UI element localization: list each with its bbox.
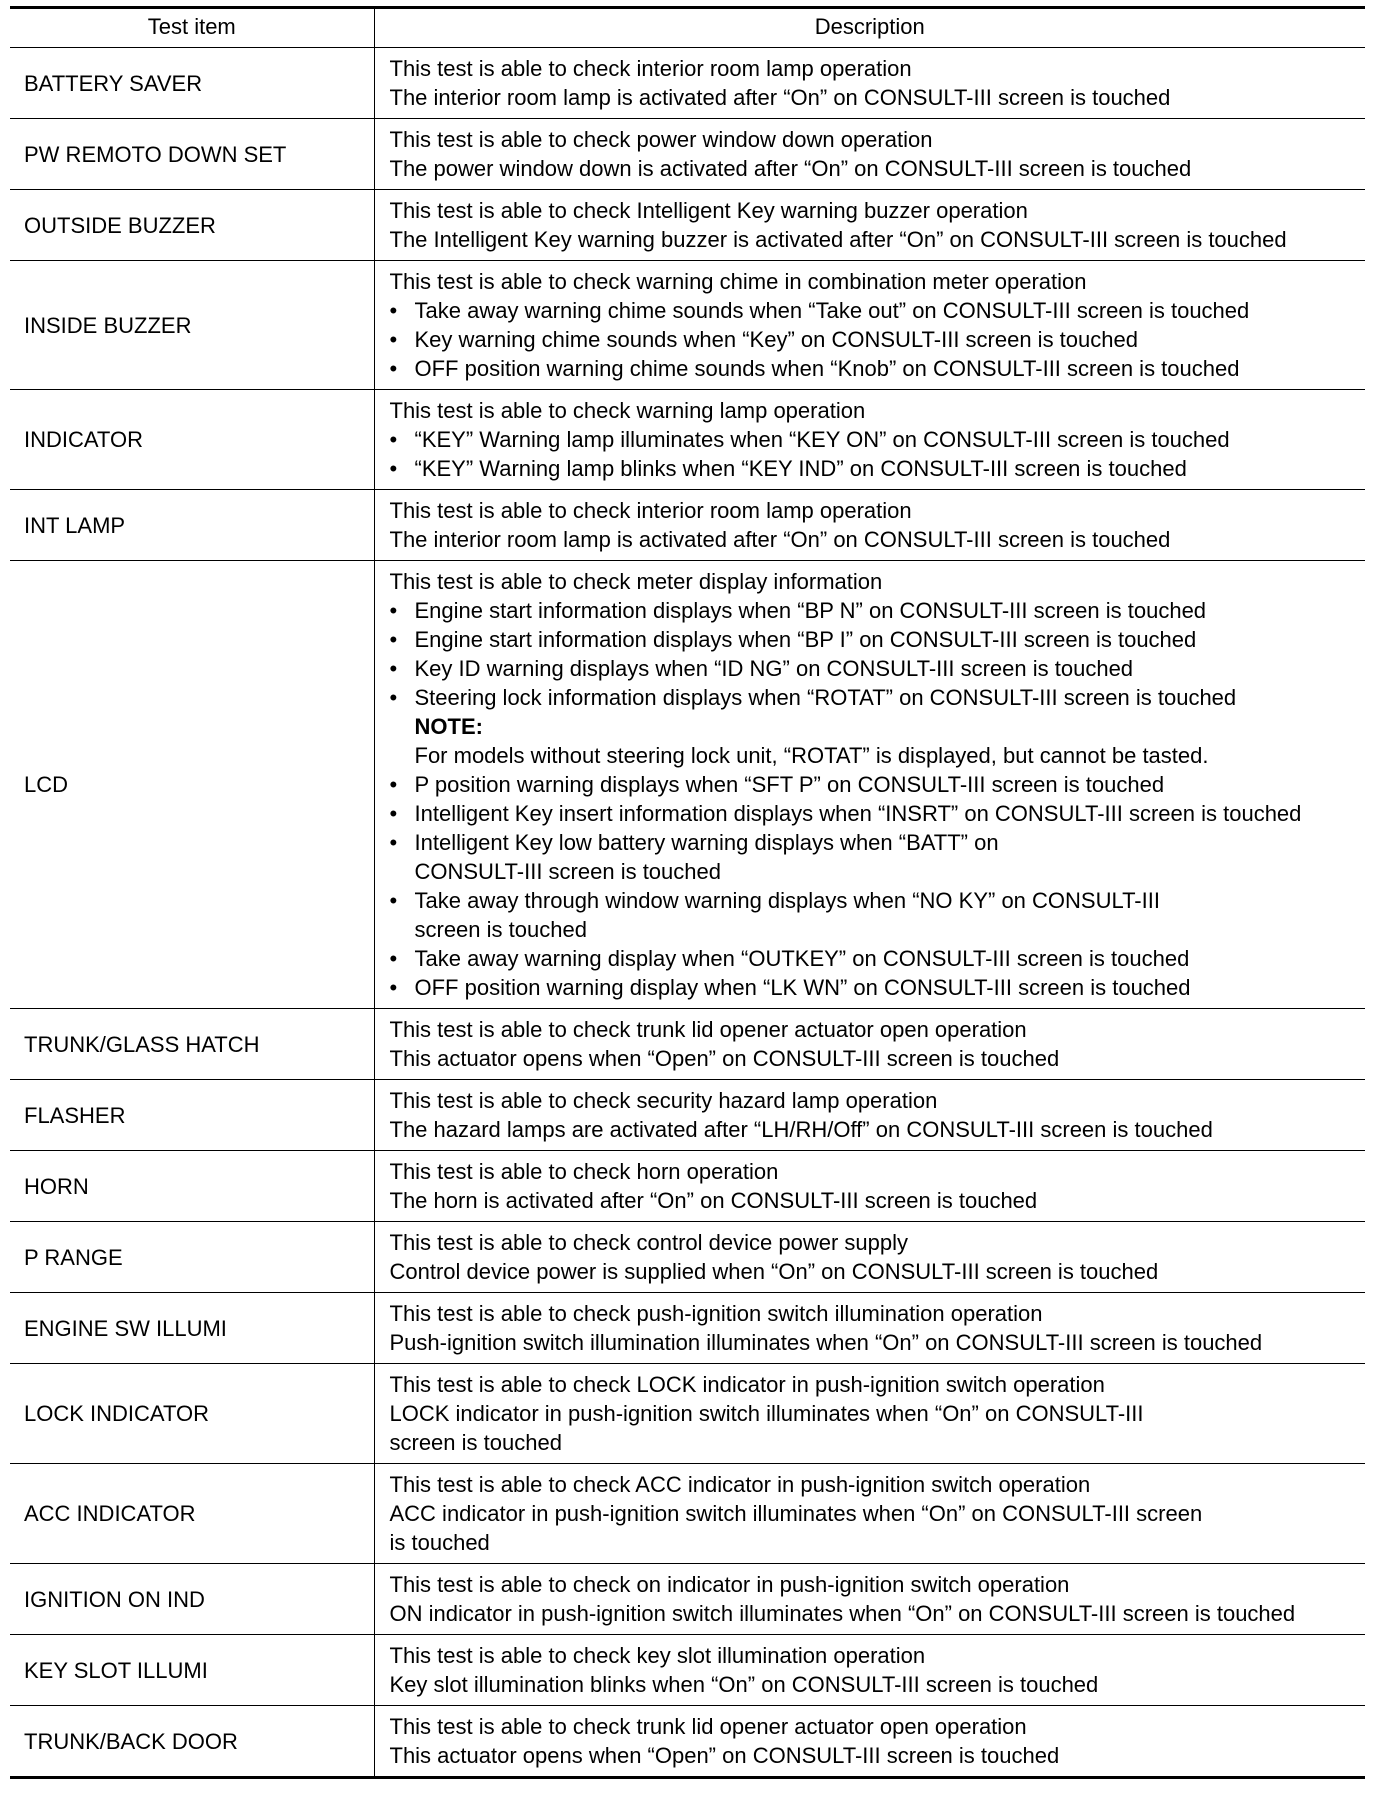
table-row — [10, 1635, 1365, 1706]
bullet-text: Intelligent Key insert information displays when “INSRT” on CONSULT-III screen is touched — [414, 801, 1302, 826]
description-line: This actuator opens when “Open” on CONSULT-III screen is touched — [389, 1046, 1060, 1071]
test-item-cell: P RANGE — [10, 1222, 374, 1293]
description-line: This test is able to check warning lamp operation — [389, 398, 866, 423]
description-line: This test is able to check key slot illumination operation — [389, 1643, 926, 1668]
table-row — [10, 390, 1365, 490]
description-cell — [374, 1151, 1365, 1222]
table-row — [10, 1151, 1365, 1222]
description-cell — [374, 261, 1365, 390]
test-item-cell: TRUNK/BACK DOOR — [10, 1706, 374, 1778]
bullet-text: Steering lock information displays when “ROTAT” on CONSULT-III screen is touched — [414, 685, 1237, 710]
bullet-text: P position warning displays when “SFT P” on CONSULT-III screen is touched — [414, 772, 1165, 797]
table-row — [10, 490, 1365, 561]
bullet-text: Take away warning display when “OUTKEY” on CONSULT-III screen is touched — [414, 946, 1190, 971]
table-row — [10, 1464, 1365, 1564]
test-item-cell: LOCK INDICATOR — [10, 1364, 374, 1464]
description-line: This test is able to check trunk lid opener actuator open operation — [389, 1017, 1027, 1042]
description-line: This test is able to check LOCK indicator in push-ignition switch operation — [389, 1372, 1105, 1397]
description-cell — [374, 119, 1365, 190]
column-header-test-item: Test item — [10, 8, 374, 48]
bullet-item — [390, 354, 1360, 383]
bullet-text: Intelligent Key low battery warning displays when “BATT” on CONSULT-III screen is touched — [414, 830, 999, 884]
table-row — [10, 1706, 1365, 1778]
description-cell — [374, 1706, 1365, 1778]
test-item-cell: HORN — [10, 1151, 374, 1222]
table-row — [10, 190, 1365, 261]
bullet-text: Take away warning chime sounds when “Take out” on CONSULT-III screen is touched — [414, 298, 1250, 323]
test-item-cell: ENGINE SW ILLUMI — [10, 1293, 374, 1364]
bullet-item — [390, 325, 1360, 354]
table-row — [10, 561, 1365, 1009]
description-line: This test is able to check Intelligent Key warning buzzer operation — [389, 198, 1028, 223]
description-line: This test is able to check ACC indicator in push-ignition switch operation — [389, 1472, 1091, 1497]
test-item-cell: IGNITION ON IND — [10, 1564, 374, 1635]
column-header-description: Description — [374, 8, 1365, 48]
bullet-dot-icon: • — [389, 627, 398, 652]
test-item-cell: INT LAMP — [10, 490, 374, 561]
bullet-text: OFF position warning display when “LK WN” on CONSULT-III screen is touched — [414, 975, 1191, 1000]
note-text: For models without steering lock unit, “ROTAT” is displayed, but cannot be tasted. — [414, 743, 1209, 768]
bullet-dot-icon: • — [389, 772, 398, 797]
bullet-text: “KEY” Warning lamp illuminates when “KEY ON” on CONSULT-III screen is touched — [414, 427, 1230, 452]
description-line: This test is able to check horn operation — [389, 1159, 779, 1184]
description-line: The interior room lamp is activated after “On” on CONSULT-III screen is touched — [389, 527, 1171, 552]
table-row — [10, 1564, 1365, 1635]
bullet-text: OFF position warning chime sounds when “Knob” on CONSULT-III screen is touched — [414, 356, 1240, 381]
description-cell — [374, 1009, 1365, 1080]
test-item-cell: LCD — [10, 561, 374, 1009]
document-page — [10, 6, 1365, 1779]
bullet-dot-icon: • — [389, 830, 398, 855]
description-cell — [374, 48, 1365, 119]
description-line: This test is able to check interior room lamp operation — [389, 56, 912, 81]
description-line: This test is able to check power window down operation — [389, 127, 933, 152]
description-line: This test is able to check on indicator in push-ignition switch operation — [389, 1572, 1070, 1597]
bullet-item — [390, 596, 1360, 625]
test-item-cell: ACC INDICATOR — [10, 1464, 374, 1564]
table-row — [10, 1080, 1365, 1151]
bullet-item — [390, 654, 1360, 683]
bullet-dot-icon: • — [389, 801, 398, 826]
description-cell — [374, 1080, 1365, 1151]
test-item-cell: TRUNK/GLASS HATCH — [10, 1009, 374, 1080]
bullet-dot-icon: • — [389, 298, 398, 323]
description-line: ACC indicator in push-ignition switch illuminates when “On” on CONSULT-III screen is touched — [389, 1501, 1203, 1555]
test-item-cell: INSIDE BUZZER — [10, 261, 374, 390]
description-line: The horn is activated after “On” on CONSULT-III screen is touched — [389, 1188, 1038, 1213]
bullet-dot-icon: • — [389, 685, 398, 710]
description-cell — [374, 490, 1365, 561]
description-line: The interior room lamp is activated after “On” on CONSULT-III screen is touched — [389, 85, 1171, 110]
test-item-cell: BATTERY SAVER — [10, 48, 374, 119]
description-cell — [374, 1293, 1365, 1364]
description-line: ON indicator in push-ignition switch illuminates when “On” on CONSULT-III screen is touched — [389, 1601, 1296, 1626]
description-cell — [374, 1635, 1365, 1706]
test-item-cell: KEY SLOT ILLUMI — [10, 1635, 374, 1706]
description-line: Push-ignition switch illumination illuminates when “On” on CONSULT-III screen is touched — [389, 1330, 1263, 1355]
bullet-item — [390, 944, 1360, 973]
bullet-dot-icon: • — [389, 356, 398, 381]
description-line: The Intelligent Key warning buzzer is activated after “On” on CONSULT-III screen is touched — [389, 227, 1287, 252]
description-line: This test is able to check trunk lid opener actuator open operation — [389, 1714, 1027, 1739]
table-row — [10, 1222, 1365, 1293]
bullet-text: Take away through window warning displays when “NO KY” on CONSULT-III screen is touched — [414, 888, 1160, 942]
test-item-cell: PW REMOTO DOWN SET — [10, 119, 374, 190]
note-heading: NOTE: — [414, 714, 483, 739]
bullet-item — [390, 425, 1360, 454]
bullet-text: Engine start information displays when “BP N” on CONSULT-III screen is touched — [414, 598, 1207, 623]
bullet-text: “KEY” Warning lamp blinks when “KEY IND” on CONSULT-III screen is touched — [414, 456, 1187, 481]
bullet-dot-icon: • — [389, 946, 398, 971]
description-line: This test is able to check security hazard lamp operation — [389, 1088, 938, 1113]
table-row — [10, 261, 1365, 390]
test-item-table — [10, 6, 1365, 1779]
bullet-item — [390, 828, 1360, 886]
description-cell — [374, 561, 1365, 1009]
table-row — [10, 119, 1365, 190]
description-line: Control device power is supplied when “On” on CONSULT-III screen is touched — [389, 1259, 1159, 1284]
bullet-item — [390, 799, 1360, 828]
test-item-cell: OUTSIDE BUZZER — [10, 190, 374, 261]
bullet-item — [390, 625, 1360, 654]
bullet-text: Key warning chime sounds when “Key” on CONSULT-III screen is touched — [414, 327, 1138, 352]
description-line: The power window down is activated after “On” on CONSULT-III screen is touched — [389, 156, 1192, 181]
description-line: This test is able to check interior room lamp operation — [389, 498, 912, 523]
description-line: This test is able to check meter display information — [389, 569, 883, 594]
table-body — [10, 48, 1365, 1778]
bullet-item — [390, 886, 1360, 944]
bullet-dot-icon: • — [389, 656, 398, 681]
bullet-item — [390, 683, 1360, 712]
description-cell — [374, 1564, 1365, 1635]
bullet-text: Key ID warning displays when “ID NG” on CONSULT-III screen is touched — [414, 656, 1134, 681]
bullet-item — [390, 296, 1360, 325]
description-line: This test is able to check control device power supply — [389, 1230, 908, 1255]
bullet-dot-icon: • — [389, 598, 398, 623]
bullet-dot-icon: • — [389, 975, 398, 1000]
description-line: This actuator opens when “Open” on CONSULT-III screen is touched — [389, 1743, 1060, 1768]
description-cell — [374, 1364, 1365, 1464]
table-row — [10, 1364, 1365, 1464]
description-line: LOCK indicator in push-ignition switch illuminates when “On” on CONSULT-III screen is touched — [389, 1401, 1144, 1455]
description-cell — [374, 390, 1365, 490]
bullet-item — [390, 973, 1360, 1002]
bullet-item — [390, 770, 1360, 799]
table-row — [10, 48, 1365, 119]
bullet-dot-icon: • — [389, 427, 398, 452]
description-line: This test is able to check push-ignition switch illumination operation — [389, 1301, 1043, 1326]
description-line: The hazard lamps are activated after “LH/RH/Off” on CONSULT-III screen is touched — [389, 1117, 1213, 1142]
test-item-cell: INDICATOR — [10, 390, 374, 490]
bullet-dot-icon: • — [389, 456, 398, 481]
bullet-dot-icon: • — [389, 327, 398, 352]
bullet-item — [390, 454, 1360, 483]
table-row — [10, 1293, 1365, 1364]
bullet-dot-icon: • — [389, 888, 398, 913]
bullet-text: Engine start information displays when “BP I” on CONSULT-III screen is touched — [414, 627, 1197, 652]
description-cell — [374, 1464, 1365, 1564]
test-item-cell: FLASHER — [10, 1080, 374, 1151]
description-cell — [374, 190, 1365, 261]
description-line: Key slot illumination blinks when “On” on CONSULT-III screen is touched — [389, 1672, 1099, 1697]
description-line: This test is able to check warning chime in combination meter operation — [389, 269, 1087, 294]
description-cell — [374, 1222, 1365, 1293]
table-row — [10, 1009, 1365, 1080]
table-header-row — [10, 8, 1365, 48]
